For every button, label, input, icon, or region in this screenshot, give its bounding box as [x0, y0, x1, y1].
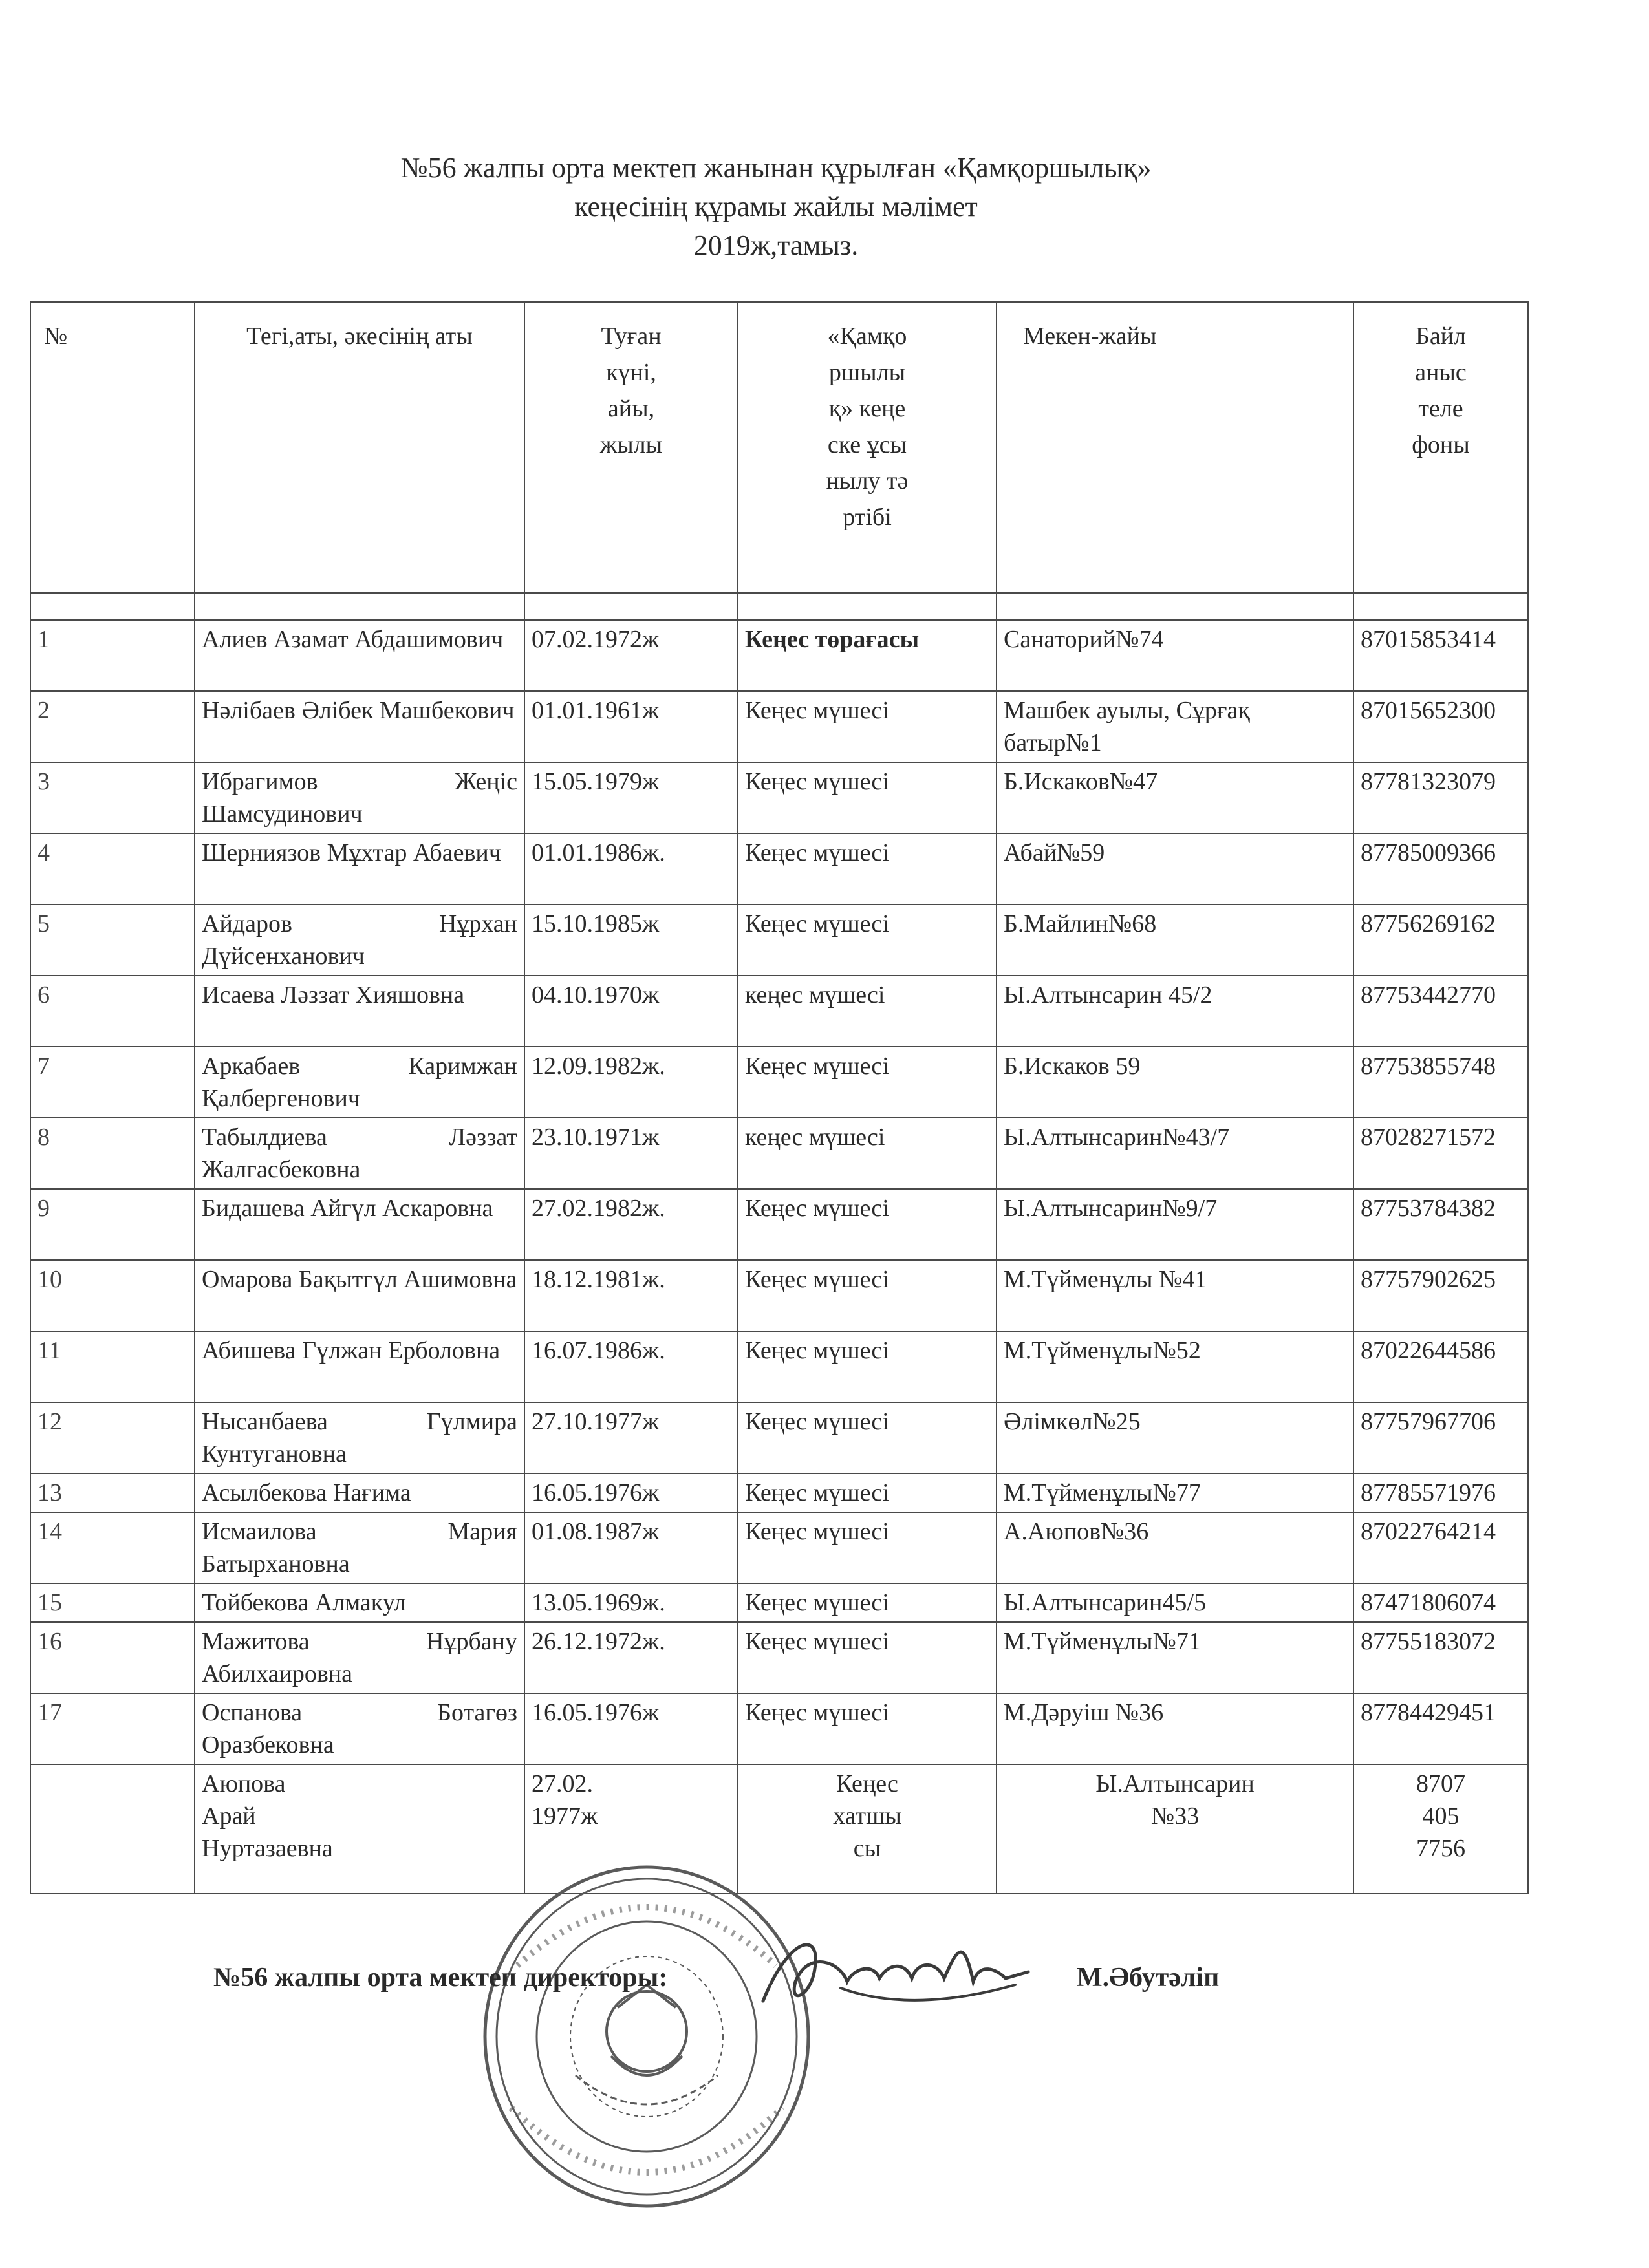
member-role: Кеңес мүшесі [738, 1331, 997, 1402]
member-number: 1 [30, 620, 195, 691]
header-phone: Байланыс телефоны [1353, 302, 1528, 593]
member-role: Кеңес мүшесі [738, 1622, 997, 1693]
secretary-address-line-2: №33 [1150, 1803, 1200, 1830]
member-birth-date: 23.10.1971ж [524, 1118, 738, 1189]
school-seal-icon [479, 1862, 815, 2211]
member-role: Кеңес мүшесі [738, 1047, 997, 1118]
member-birth-date: 13.05.1969ж. [524, 1583, 738, 1622]
member-role: Кеңес мүшесі [738, 691, 997, 762]
member-address: М.Түйменұлы№52 [997, 1331, 1353, 1402]
secretary-number [30, 1764, 195, 1894]
member-phone: 87015853414 [1353, 620, 1528, 691]
member-birth-date: 15.05.1979ж [524, 762, 738, 833]
member-phone: 87756269162 [1353, 904, 1528, 976]
member-birth-date: 07.02.1972ж [524, 620, 738, 691]
member-number: 14 [30, 1512, 195, 1583]
roster-body [30, 593, 1528, 1764]
member-role: Кеңес мүшесі [738, 1693, 997, 1764]
header-birth-date: Туған күні, айы, жылы [524, 302, 738, 593]
member-row [30, 1047, 1528, 1118]
member-number: 7 [30, 1047, 195, 1118]
document-title [0, 149, 1552, 265]
member-number: 3 [30, 762, 195, 833]
secretary-address-line-1: Ы.Алтынсарин [1095, 1770, 1255, 1797]
member-phone: 87022644586 [1353, 1331, 1528, 1402]
member-address: Абай№59 [997, 833, 1353, 904]
secretary-phone-line-2: 405 [1422, 1803, 1460, 1830]
member-row [30, 1402, 1528, 1473]
member-birth-date: 18.12.1981ж. [524, 1260, 738, 1331]
member-phone: 87028271572 [1353, 1118, 1528, 1189]
member-number: 5 [30, 904, 195, 976]
member-role: Кеңес мүшесі [738, 904, 997, 976]
member-row [30, 620, 1528, 691]
member-role: кеңес мүшесі [738, 976, 997, 1047]
member-address: Ы.Алтынсарин45/5 [997, 1583, 1353, 1622]
member-birth-date: 01.01.1986ж. [524, 833, 738, 904]
header-council-order: «Қамқоршылық» кеңеске ұсынылу тәртібі [738, 302, 997, 593]
member-role: Кеңес мүшесі [738, 1402, 997, 1473]
member-row [30, 976, 1528, 1047]
member-name: Айдаров Нұрхан Дүйсенханович [195, 904, 524, 976]
header-address: Мекен-жайы [997, 302, 1353, 593]
member-address: Б.Майлин№68 [997, 904, 1353, 976]
member-address: Ы.Алтынсарин№9/7 [997, 1189, 1353, 1260]
secretary-birth-line-1: 27.02. [532, 1770, 593, 1797]
secretary-role-line-3: сы [853, 1835, 881, 1862]
member-name: Мажитова Нұрбану Абилхаировна [195, 1622, 524, 1693]
member-number: 10 [30, 1260, 195, 1331]
member-phone: 87784429451 [1353, 1693, 1528, 1764]
director-post: №56 жалпы орта мектеп директоры: [213, 1963, 668, 1993]
member-phone: 87757902625 [1353, 1260, 1528, 1331]
title-line-2: кеңесінің құрамы жайлы мәлімет [574, 191, 978, 222]
member-address: М.Дәруіш №36 [997, 1693, 1353, 1764]
member-row [30, 833, 1528, 904]
member-birth-date: 27.02.1982ж. [524, 1189, 738, 1260]
member-address: Машбек ауылы, Сұрғақ батыр№1 [997, 691, 1353, 762]
header-number: № [30, 302, 195, 593]
member-name: Ибрагимов Жеңіс Шамсудинович [195, 762, 524, 833]
member-birth-date: 15.10.1985ж [524, 904, 738, 976]
member-row [30, 1583, 1528, 1622]
member-address: М.Түйменұлы№77 [997, 1473, 1353, 1512]
member-birth-date: 12.09.1982ж. [524, 1047, 738, 1118]
member-number: 15 [30, 1583, 195, 1622]
member-birth-date: 27.10.1977ж [524, 1402, 738, 1473]
header-full-name: Тегі,аты, әкесінің аты [195, 302, 524, 593]
member-name: Бидашева Айгүл Аскаровна [195, 1189, 524, 1260]
member-number: 9 [30, 1189, 195, 1260]
member-address: Ы.Алтынсарин 45/2 [997, 976, 1353, 1047]
member-name: Исаева Ләззат Хияшовна [195, 976, 524, 1047]
member-number: 4 [30, 833, 195, 904]
member-number: 6 [30, 976, 195, 1047]
member-name: Нысанбаева Гүлмира Кунтугановна [195, 1402, 524, 1473]
member-number: 13 [30, 1473, 195, 1512]
member-birth-date: 01.08.1987ж [524, 1512, 738, 1583]
member-row [30, 1260, 1528, 1331]
member-number: 8 [30, 1118, 195, 1189]
member-phone: 87753442770 [1353, 976, 1528, 1047]
member-birth-date: 16.05.1976ж [524, 1693, 738, 1764]
secretary-phone [1353, 1764, 1528, 1894]
member-address: А.Аюпов№36 [997, 1512, 1353, 1583]
member-address: Ы.Алтынсарин№43/7 [997, 1118, 1353, 1189]
member-name: Алиев Азамат Абдашимович [195, 620, 524, 691]
member-name: Омарова Бақытгүл Ашимовна [195, 1260, 524, 1331]
member-birth-date: 01.01.1961ж [524, 691, 738, 762]
member-name: Асылбекова Нағима [195, 1473, 524, 1512]
council-roster-table [30, 301, 1529, 1894]
member-row [30, 1189, 1528, 1260]
member-name: Исмаилова Мария Батырхановна [195, 1512, 524, 1583]
member-phone: 87022764214 [1353, 1512, 1528, 1583]
secretary-name-line-2: Арай [202, 1803, 256, 1830]
member-name: Аркабаев Каримжан Қалбергенович [195, 1047, 524, 1118]
member-name: Тойбекова Алмакул [195, 1583, 524, 1622]
title-line-3: 2019ж,тамыз. [693, 230, 859, 261]
member-role: Кеңес мүшесі [738, 1260, 997, 1331]
member-name: Шерниязов Мұхтар Абаевич [195, 833, 524, 904]
secretary-role-line-2: хатшы [833, 1803, 901, 1830]
secretary-role-line-1: Кеңес [836, 1770, 898, 1797]
member-row [30, 1693, 1528, 1764]
secretary-phone-line-1: 8707 [1416, 1770, 1465, 1797]
member-name: Табылдиева Ләззат Жалгасбековна [195, 1118, 524, 1189]
member-role: Кеңес мүшесі [738, 1473, 997, 1512]
member-phone: 87753855748 [1353, 1047, 1528, 1118]
member-row [30, 1118, 1528, 1189]
member-number: 12 [30, 1402, 195, 1473]
member-number: 17 [30, 1693, 195, 1764]
member-row [30, 691, 1528, 762]
member-phone: 87753784382 [1353, 1189, 1528, 1260]
member-phone: 87785009366 [1353, 833, 1528, 904]
member-address: Б.Искаков№47 [997, 762, 1353, 833]
member-number: 2 [30, 691, 195, 762]
member-role: Кеңес мүшесі [738, 1512, 997, 1583]
secretary-phone-line-3: 7756 [1416, 1835, 1465, 1862]
secretary-name-line-1: Аюпова [202, 1770, 286, 1797]
secretary-name [195, 1764, 524, 1894]
member-role: кеңес мүшесі [738, 1118, 997, 1189]
member-row [30, 904, 1528, 976]
member-number: 11 [30, 1331, 195, 1402]
title-line-1: №56 жалпы орта мектеп жанынан құрылған «Қамқоршылық» [400, 152, 1152, 184]
member-address: М.Түйменұлы№71 [997, 1622, 1353, 1693]
member-name: Нәлібаев Әлібек Машбекович [195, 691, 524, 762]
member-birth-date: 26.12.1972ж. [524, 1622, 738, 1693]
member-name: Абишева Гүлжан Ерболовна [195, 1331, 524, 1402]
member-name: Оспанова Ботагөз Оразбековна [195, 1693, 524, 1764]
member-phone: 87755183072 [1353, 1622, 1528, 1693]
member-address: Б.Искаков 59 [997, 1047, 1353, 1118]
member-row [30, 1512, 1528, 1583]
member-role: Кеңес мүшесі [738, 833, 997, 904]
member-phone: 87015652300 [1353, 691, 1528, 762]
member-birth-date: 04.10.1970ж [524, 976, 738, 1047]
member-role: Кеңес мүшесі [738, 1189, 997, 1260]
member-row [30, 1331, 1528, 1402]
member-row [30, 762, 1528, 833]
member-phone: 87471806074 [1353, 1583, 1528, 1622]
member-address: Санаторий№74 [997, 620, 1353, 691]
member-row [30, 1622, 1528, 1693]
member-address: М.Түйменұлы №41 [997, 1260, 1353, 1331]
spacer-row [30, 593, 1528, 620]
member-phone: 87785571976 [1353, 1473, 1528, 1512]
secretary-birth-line-2: 1977ж [532, 1803, 598, 1830]
member-phone: 87757967706 [1353, 1402, 1528, 1473]
member-birth-date: 16.05.1976ж [524, 1473, 738, 1512]
header-row [30, 302, 1528, 593]
secretary-address [997, 1764, 1353, 1894]
secretary-name-line-3: Нуртазаевна [202, 1835, 333, 1862]
member-row [30, 1473, 1528, 1512]
member-birth-date: 16.07.1986ж. [524, 1331, 738, 1402]
member-role: Кеңес мүшесі [738, 1583, 997, 1622]
member-phone: 87781323079 [1353, 762, 1528, 833]
member-address: Әлімкөл№25 [997, 1402, 1353, 1473]
director-name: М.Әбутәліп [1077, 1963, 1220, 1993]
signature-footer [0, 1962, 1649, 2014]
member-number: 16 [30, 1622, 195, 1693]
member-role: Кеңес мүшесі [738, 762, 997, 833]
member-role: Кеңес төрағасы [738, 620, 997, 691]
